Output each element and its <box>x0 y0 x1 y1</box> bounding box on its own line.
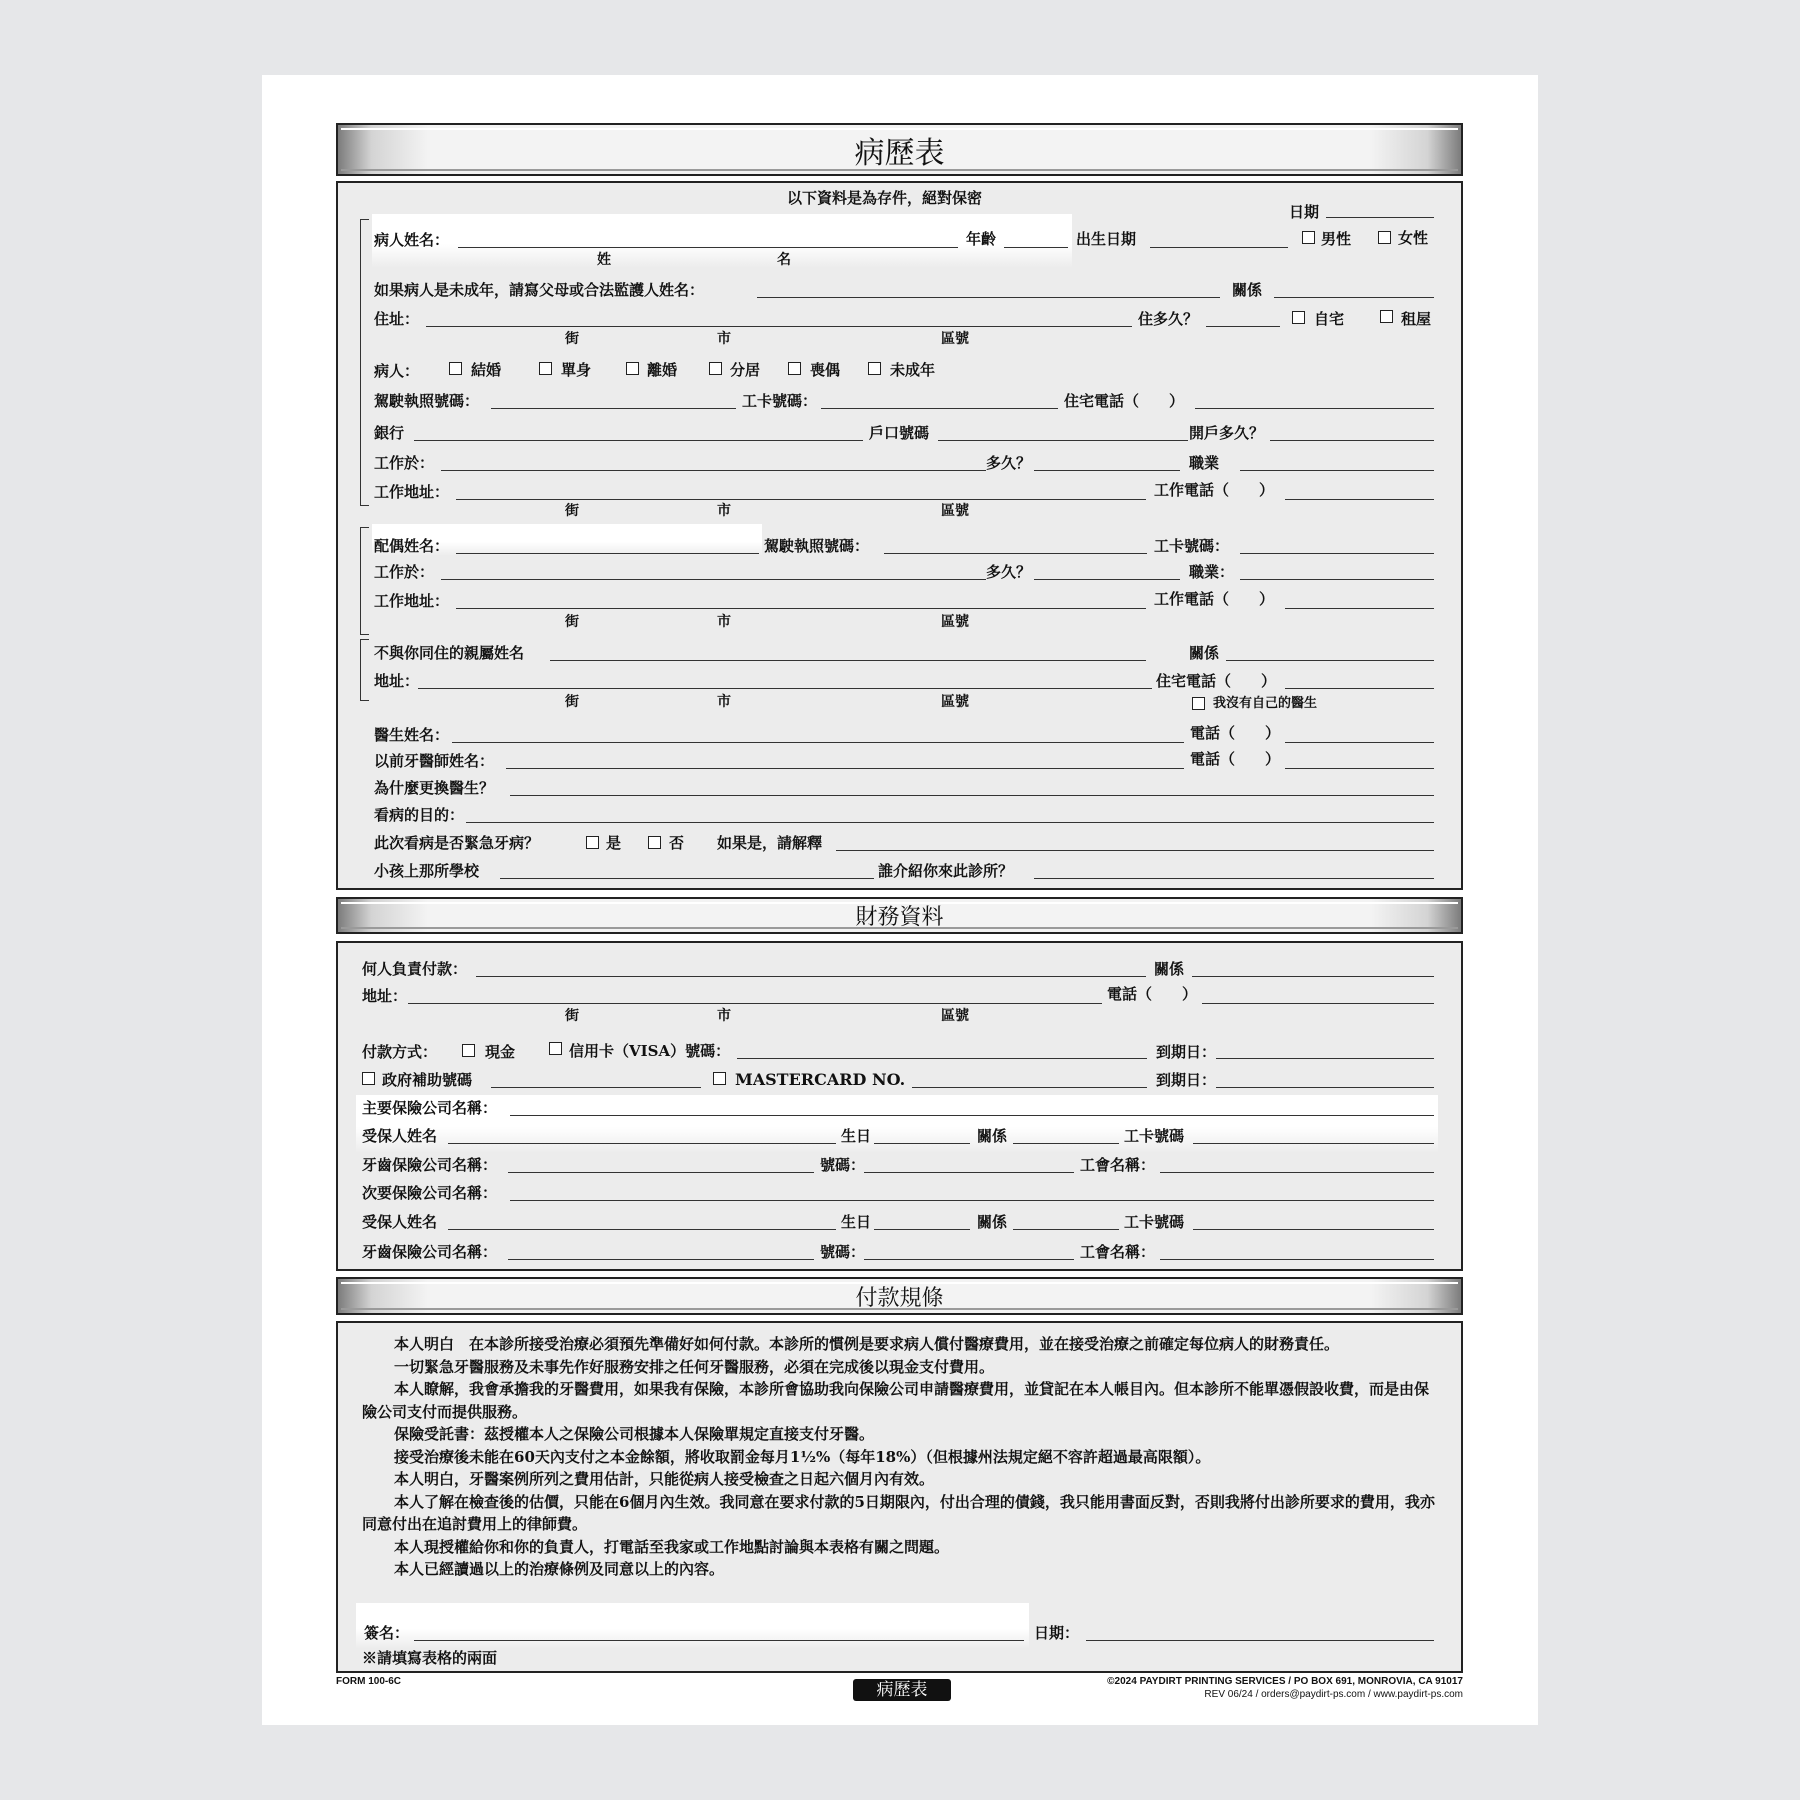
payment-label: 付款方式： <box>362 1043 438 1061</box>
school-label: 小孩上那所學校 <box>374 862 480 880</box>
why-change-field[interactable] <box>510 795 1434 796</box>
minor-label: 未成年 <box>890 361 936 379</box>
dental-ins2-label: 牙齒保險公司名稱： <box>362 1243 498 1261</box>
how-long-live-field[interactable] <box>1206 326 1280 327</box>
street-hint: 街 <box>565 1008 579 1024</box>
relative-relationship-label: 關係 <box>1189 644 1220 662</box>
relative-address-label: 地址： <box>374 672 420 690</box>
prev-dentist-phone-field[interactable] <box>1285 768 1434 769</box>
explain-label: 如果是，請解釋 <box>717 834 823 852</box>
footer-badge: 病歷表 <box>853 1679 951 1701</box>
work-address-label: 工作地址： <box>374 483 450 501</box>
responsible-field[interactable] <box>476 976 1146 977</box>
spouse-id-label: 工卡號碼： <box>1154 537 1230 555</box>
married-label: 結婚 <box>471 361 502 379</box>
widowed-checkbox[interactable] <box>788 362 801 375</box>
signature-field[interactable] <box>414 1640 1024 1641</box>
spouse-work-phone-field[interactable] <box>1285 608 1434 609</box>
single-checkbox[interactable] <box>539 362 552 375</box>
why-change-label: 為什麼更換醫生？ <box>374 779 495 797</box>
occupation-field[interactable] <box>1240 470 1434 471</box>
spouse-work-address-field[interactable] <box>456 608 1146 609</box>
number-label: 號碼： <box>820 1156 866 1174</box>
expiry-field[interactable] <box>1216 1058 1434 1059</box>
license-field[interactable] <box>491 408 736 409</box>
birthday2-label: 生日 <box>841 1213 872 1231</box>
spouse-employer-label: 工作於： <box>374 563 435 581</box>
cash-checkbox[interactable] <box>462 1044 475 1057</box>
guardian-field[interactable] <box>757 297 1220 298</box>
spouse-work-address-label: 工作地址： <box>374 592 450 610</box>
ins-relationship-field[interactable] <box>1013 1143 1119 1144</box>
form-title-banner <box>336 123 1463 176</box>
single-label: 單身 <box>561 361 592 379</box>
male-checkbox[interactable] <box>1302 231 1315 244</box>
spouse-employer-field[interactable] <box>441 579 986 580</box>
primary-insurance-highlight <box>356 1095 1438 1153</box>
spouse-occupation-field[interactable] <box>1240 579 1434 580</box>
gov-checkbox[interactable] <box>362 1072 375 1085</box>
spouse-bracket <box>360 527 369 635</box>
union2-label: 工會名稱： <box>1080 1243 1156 1261</box>
patient-status-label: 病人： <box>374 362 420 380</box>
visa-field[interactable] <box>737 1058 1147 1059</box>
responsible-label: 何人負責付款： <box>362 960 468 978</box>
no-doctor-checkbox[interactable] <box>1192 697 1205 710</box>
ins-relationship-label: 關係 <box>977 1127 1008 1145</box>
home-phone-field[interactable] <box>1195 408 1434 409</box>
doctor-label: 醫生姓名： <box>374 726 450 744</box>
spouse-license-label: 駕駛執照號碼： <box>764 537 870 555</box>
fin-phone-field[interactable] <box>1202 1003 1434 1004</box>
relative-phone-label: 住宅電話（ ） <box>1156 672 1277 690</box>
prev-dentist-phone-label: 電話（ ） <box>1190 750 1281 768</box>
signature-label: 簽名： <box>364 1624 410 1642</box>
account-how-long-label: 開戶多久？ <box>1189 424 1265 442</box>
doctor-phone-field[interactable] <box>1285 742 1434 743</box>
financial-banner <box>336 897 1463 934</box>
terms-p9: 本人已經讀過以上的治療條例及同意以上的內容。 <box>394 1560 725 1578</box>
guardian-label: 如果病人是未成年，請寫父母或合法監護人姓名： <box>374 281 705 299</box>
no-doctor-label: 我沒有自己的醫生 <box>1213 696 1318 711</box>
purpose-field[interactable] <box>466 822 1434 823</box>
relative-address-field[interactable] <box>418 688 1152 689</box>
how-long-live-label: 住多久？ <box>1138 310 1199 328</box>
spouse-id-field[interactable] <box>1240 553 1434 554</box>
how-long-field[interactable] <box>1034 470 1180 471</box>
separated-checkbox[interactable] <box>709 362 722 375</box>
terms-banner <box>336 1277 1463 1315</box>
number2-label: 號碼： <box>820 1243 866 1261</box>
zip-hint: 區號 <box>941 1008 969 1024</box>
visa-checkbox[interactable] <box>549 1042 562 1055</box>
fin-phone-label: 電話（ ） <box>1107 985 1198 1003</box>
school-field[interactable] <box>500 878 874 879</box>
primary-ins-label: 主要保險公司名稱： <box>362 1099 498 1117</box>
patient-name-label: 病人姓名： <box>374 231 450 249</box>
separated-label: 分居 <box>730 361 761 379</box>
spouse-occupation-label: 職業： <box>1189 563 1235 581</box>
birthday2-field[interactable] <box>874 1229 970 1230</box>
mastercard-checkbox[interactable] <box>713 1072 726 1085</box>
relative-label: 不與你同住的親屬姓名 <box>374 644 525 662</box>
no-label: 否 <box>669 834 685 852</box>
own-home-label: 自宅 <box>1314 310 1345 328</box>
relative-bracket <box>360 639 369 701</box>
account-how-long-field[interactable] <box>1270 440 1434 441</box>
terms-p2: 一切緊急牙醫服務及未事先作好服務安排之任何牙醫服務，必須在完成後以現金支付費用。 <box>394 1357 995 1376</box>
spouse-how-long-label: 多久？ <box>986 563 1032 581</box>
insured-field[interactable] <box>448 1143 836 1144</box>
expiry-label: 到期日： <box>1156 1043 1217 1061</box>
fin-relationship-label: 關係 <box>1154 960 1185 978</box>
referral-field[interactable] <box>1034 878 1434 879</box>
rent-label: 租屋 <box>1401 310 1432 328</box>
ins-id-label: 工卡號碼 <box>1124 1127 1185 1145</box>
terms-p1: 本人明白 在本診所接受治療必須預先準備好如何付款。本診所的慣例是要求病人償付醫療費用，並在接受治療之前確定每位病人的財務責任。 <box>394 1335 1340 1353</box>
work-phone-field[interactable] <box>1285 499 1434 500</box>
id-card-label: 工卡號碼： <box>742 392 818 410</box>
date-field[interactable] <box>1326 217 1434 218</box>
birth-date-field[interactable] <box>1150 247 1288 248</box>
emergency-label: 此次看病是否緊急牙病？ <box>374 834 540 852</box>
relationship-label: 關係 <box>1232 281 1263 299</box>
spouse-work-phone-label: 工作電話（ ） <box>1154 590 1275 608</box>
birthday-field[interactable] <box>874 1143 970 1144</box>
mastercard-field[interactable] <box>912 1087 1147 1088</box>
spouse-license-field[interactable] <box>884 553 1147 554</box>
number-field[interactable] <box>864 1172 1074 1173</box>
purpose-label: 看病的目的： <box>374 806 465 824</box>
date-label: 日期 <box>1289 203 1320 221</box>
insured2-label: 受保人姓名 <box>362 1213 438 1231</box>
street-hint: 街 <box>565 331 579 347</box>
how-long-label: 多久？ <box>986 454 1032 472</box>
ins-relationship2-label: 關係 <box>977 1213 1008 1231</box>
footer-copyright: ©2024 PAYDIRT PRINTING SERVICES / PO BOX 691, MONROVIA, CA 91017 <box>1107 1676 1463 1687</box>
union-field[interactable] <box>1160 1172 1434 1173</box>
visa-label: 信用卡（VISA）號碼： <box>569 1042 731 1060</box>
patient-bracket <box>360 219 369 506</box>
terms-p3: 本人瞭解，我會承擔我的牙醫費用，如果我有保險，本診所會協助我向保險公司申請醫療費用，並貸記在本人帳目內。但本診所不能單憑假設收費，而是由保險公司支付而提供服務。 <box>362 1380 1430 1421</box>
insured-label: 受保人姓名 <box>362 1127 438 1145</box>
primary-ins-field[interactable] <box>510 1115 1434 1116</box>
financial-title: 財務資料 <box>855 905 944 930</box>
patient-name-field[interactable] <box>458 247 958 248</box>
spouse-name-label: 配偶姓名： <box>374 537 450 555</box>
female-label: 女性 <box>1398 229 1429 247</box>
zip-hint: 區號 <box>941 503 969 519</box>
age-label: 年齡 <box>966 230 997 248</box>
age-field[interactable] <box>1004 247 1068 248</box>
given-name-hint: 名 <box>777 252 791 268</box>
divorced-label: 離婚 <box>647 361 678 379</box>
expiry2-label: 到期日： <box>1156 1071 1217 1089</box>
terms-date-field[interactable] <box>1086 1640 1434 1641</box>
dental-ins-label: 牙齒保險公司名稱： <box>362 1156 498 1174</box>
city-hint: 市 <box>717 1008 731 1024</box>
number2-field[interactable] <box>864 1259 1074 1260</box>
expiry2-field[interactable] <box>1216 1087 1434 1088</box>
own-home-checkbox[interactable] <box>1292 311 1305 324</box>
relationship-field[interactable] <box>1274 297 1434 298</box>
confidential-note: 以下資料是為存件，絕對保密 <box>787 189 983 207</box>
yes-label: 是 <box>606 834 622 852</box>
terms-p5: 接受治療後未能在60天內支付之本金餘額，將收取罰金每月1½%（每年18%）（但根據州法規定絕不容許超過最高限額）。 <box>394 1447 1211 1466</box>
dental-ins-field[interactable] <box>508 1172 814 1173</box>
relative-field[interactable] <box>550 660 1146 661</box>
account-field[interactable] <box>938 440 1188 441</box>
work-address-field[interactable] <box>456 499 1146 500</box>
divorced-checkbox[interactable] <box>626 362 639 375</box>
doctor-phone-label: 電話（ ） <box>1190 724 1281 742</box>
city-hint: 市 <box>717 694 731 710</box>
ins-id2-label: 工卡號碼 <box>1124 1213 1185 1231</box>
street-hint: 街 <box>565 503 579 519</box>
zip-hint: 區號 <box>941 614 969 630</box>
insured2-field[interactable] <box>448 1229 836 1230</box>
terms-p6: 本人明白，牙醫案例所列之費用估計，只能從病人接受檢查之日起六個月內有效。 <box>394 1470 935 1488</box>
birth-date-label: 出生日期 <box>1076 230 1137 248</box>
city-hint: 市 <box>717 503 731 519</box>
zip-hint: 區號 <box>941 694 969 710</box>
cash-label: 現金 <box>485 1043 516 1061</box>
license-label: 駕駛執照號碼： <box>374 392 480 410</box>
ins-relationship2-field[interactable] <box>1013 1229 1119 1230</box>
relative-phone-field[interactable] <box>1285 688 1434 689</box>
yes-checkbox[interactable] <box>586 836 599 849</box>
male-label: 男性 <box>1321 230 1352 248</box>
footer-rev: REV 06/24 / orders@paydirt-ps.com / www.paydirt-ps.com <box>1204 1689 1463 1700</box>
address-label: 住址： <box>374 310 420 328</box>
terms-text <box>362 1333 1437 1581</box>
spouse-name-field[interactable] <box>456 553 759 554</box>
occupation-label: 職業 <box>1189 454 1220 472</box>
ins-id2-field[interactable] <box>1193 1229 1434 1230</box>
fill-both-sides-note: ※請填寫表格的兩面 <box>362 1649 498 1667</box>
work-phone-label: 工作電話（ ） <box>1154 481 1275 499</box>
secondary-ins-field[interactable] <box>510 1200 1434 1201</box>
terms-title: 付款規條 <box>855 1285 944 1311</box>
prev-dentist-field[interactable] <box>506 768 1184 769</box>
terms-p7: 本人了解在檢查後的估價，只能在6個月內生效。我同意在要求付款的5日期限內，付出合理的債錢，我只能用書面反對，否則我將付出診所要求的費用，我亦同意付出在追討費用上的律師費。 <box>362 1492 1435 1533</box>
ins-id-field[interactable] <box>1193 1143 1434 1144</box>
terms-date-label: 日期： <box>1034 1624 1080 1642</box>
employer-label: 工作於： <box>374 454 435 472</box>
surname-hint: 姓 <box>597 252 611 268</box>
fin-relationship-field[interactable] <box>1192 976 1434 977</box>
union2-field[interactable] <box>1160 1259 1434 1260</box>
spouse-how-long-field[interactable] <box>1034 579 1180 580</box>
street-hint: 街 <box>565 614 579 630</box>
no-checkbox[interactable] <box>648 836 661 849</box>
prev-dentist-label: 以前牙醫師姓名： <box>374 752 495 770</box>
account-label: 戶口號碼 <box>869 424 930 442</box>
dental-ins2-field[interactable] <box>508 1259 814 1260</box>
terms-p8: 本人現授權給你和你的負責人，打電話至我家或工作地點討論與本表格有關之問題。 <box>394 1537 950 1556</box>
fin-address-field[interactable] <box>408 1003 1102 1004</box>
city-hint: 市 <box>717 331 731 347</box>
bank-label: 銀行 <box>374 424 405 442</box>
signature-highlight <box>356 1603 1029 1649</box>
secondary-ins-label: 次要保險公司名稱： <box>362 1184 498 1202</box>
terms-p4: 保險受託書：茲授權本人之保險公司根據本人保險單規定直接支付牙醫。 <box>394 1425 875 1443</box>
zip-hint: 區號 <box>941 331 969 347</box>
fin-address-label: 地址： <box>362 987 408 1005</box>
form-title: 病歷表 <box>854 135 945 171</box>
city-hint: 市 <box>717 614 731 630</box>
relative-relationship-field[interactable] <box>1226 660 1434 661</box>
minor-checkbox[interactable] <box>868 362 881 375</box>
bank-field[interactable] <box>414 440 863 441</box>
doctor-field[interactable] <box>452 742 1184 743</box>
union-label: 工會名稱： <box>1080 1156 1156 1174</box>
referral-label: 誰介紹你來此診所？ <box>878 862 1014 880</box>
rent-checkbox[interactable] <box>1380 310 1393 323</box>
married-checkbox[interactable] <box>449 362 462 375</box>
employer-field[interactable] <box>441 470 986 471</box>
female-checkbox[interactable] <box>1378 231 1391 244</box>
gov-label: 政府補助號碼 <box>382 1071 473 1089</box>
gov-field[interactable] <box>491 1087 701 1088</box>
widowed-label: 喪偶 <box>810 361 841 379</box>
form-number: FORM 100-6C <box>336 1676 402 1687</box>
home-phone-label: 住宅電話（ ） <box>1064 392 1185 410</box>
mastercard-label: MASTERCARD NO. <box>735 1070 906 1089</box>
explain-field[interactable] <box>836 850 1434 851</box>
birthday-label: 生日 <box>841 1127 872 1145</box>
street-hint: 街 <box>565 694 579 710</box>
id-card-field[interactable] <box>821 408 1058 409</box>
address-field[interactable] <box>426 326 1132 327</box>
